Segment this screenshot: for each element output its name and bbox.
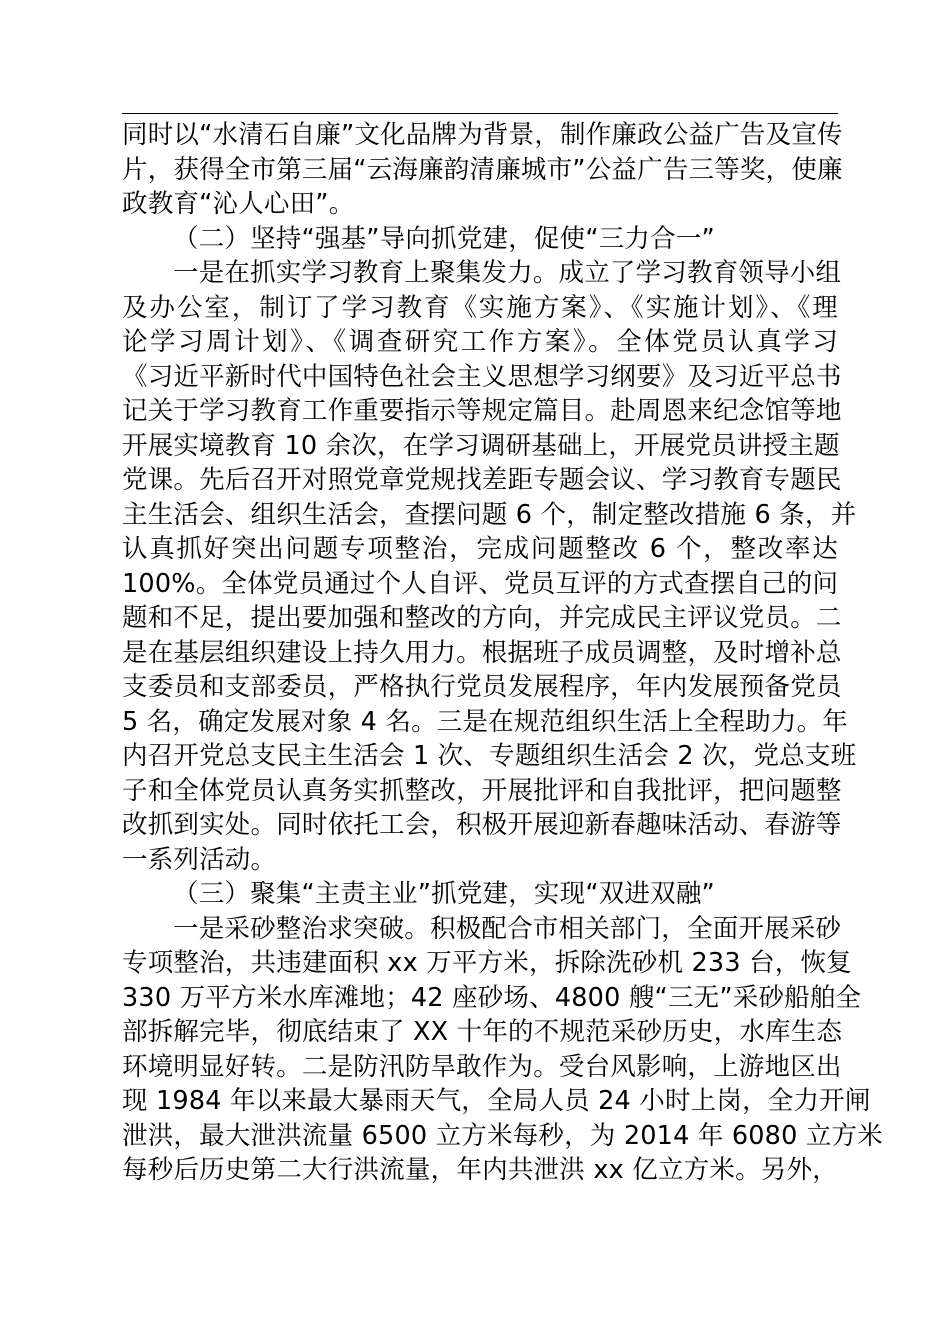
- text-line: 100%。全体党员通过个人自评、党员互评的方式查摆自己的问: [122, 568, 839, 599]
- text-line: 支委员和支部委员，严格执行党员发展程序，年内发展预备党员: [122, 672, 842, 702]
- text-line: 子和全体党员认真务实抓整改，开展批评和自我批评，把问题整: [122, 775, 842, 806]
- text-line: 一是采砂整治求突破。积极配合市相关部门，全面开展采砂: [173, 913, 842, 944]
- text-line: 环境明显好转。二是防汛防旱敢作为。受台风影响，上游地区出: [122, 1051, 842, 1082]
- text-line: 每秒后历史第二大行洪流量，年内共泄洪 xx 亿立方米。另外，: [122, 1155, 838, 1185]
- text-line: 及办公室，制订了学习教育《实施方案》、《实施计划》、《理: [122, 292, 838, 323]
- text-line: 同时以“水清石自廉”文化品牌为背景，制作廉政公益广告及宣传: [122, 120, 843, 150]
- text-line: 开展实境教育 10 余次，在学习调研基础上，开展党员讲授主题: [122, 430, 840, 461]
- text-line: 片，获得全市第三届“云海廉韵清廉城市”公益广告三等奖，使廉: [122, 154, 843, 185]
- document-body: [122, 118, 883, 1188]
- text-line: 一是在抓实学习教育上聚集发力。成立了学习教育领导小组: [173, 258, 842, 288]
- text-line: 是在基层组织建设上持久用力。根据班子成员调整，及时增补总: [122, 637, 842, 668]
- text-line: 部拆解完毕，彻底结束了 XX 十年的不规范采砂历史，水库生态: [122, 1017, 843, 1047]
- text-line: 专项整治，共违建面积 xx 万平方米，拆除洗砂机 233 台，恢复: [122, 948, 852, 978]
- text-line: 内召开党总支民主生活会 1 次、专题组织生活会 2 次，党总支班: [122, 741, 857, 771]
- text-line: 《习近平新时代中国特色社会主义思想学习纲要》及习近平总书: [122, 361, 842, 392]
- text-line: 记关于学习教育工作重要指示等规定篇目。赴周恩来纪念馆等地: [122, 396, 842, 426]
- header-rule: [122, 113, 838, 114]
- text-line: 现 1984 年以来最大暴雨天气，全局人员 24 小时上岗，全力开闸: [122, 1086, 871, 1116]
- text-line: 改抓到实处。同时依托工会，积极开展迎新春趣味活动、春游等: [122, 810, 842, 840]
- text-line: 泄洪，最大泄洪流量 6500 立方米每秒，为 2014 年 6080 立方米: [122, 1120, 883, 1151]
- text-line: 党课。先后召开对照党章党规找差距专题会议、学习教育专题民: [122, 465, 842, 495]
- text-line: 认真抓好突出问题专项整治，完成问题整改 6 个，整改率达: [122, 534, 838, 564]
- text-line: 政教育“沁人心田”。: [122, 189, 355, 219]
- section-heading: （二）坚持“强基”导向抓党建，促使“三力合一”: [173, 223, 715, 254]
- text-line: 5 名，确定发展对象 4 名。三是在规范组织生活上全程助力。年: [122, 706, 848, 737]
- text-line: 题和不足，提出要加强和整改的方向，并完成民主评议党员。二: [122, 603, 842, 633]
- text-line: 330 万平方米水库滩地；42 座砂场、4800 艘“三无”采砂船舶全: [122, 982, 862, 1013]
- text-line: 一系列活动。: [122, 844, 277, 875]
- section-heading: （三）聚集“主责主业”抓党建，实现“双进双融”: [173, 879, 715, 909]
- text-line: 论学习周计划》、《调查研究工作方案》。全体党员认真学习: [122, 327, 838, 357]
- text-line: 主生活会、组织生活会，查摆问题 6 个，制定整改措施 6 条，并: [122, 499, 857, 530]
